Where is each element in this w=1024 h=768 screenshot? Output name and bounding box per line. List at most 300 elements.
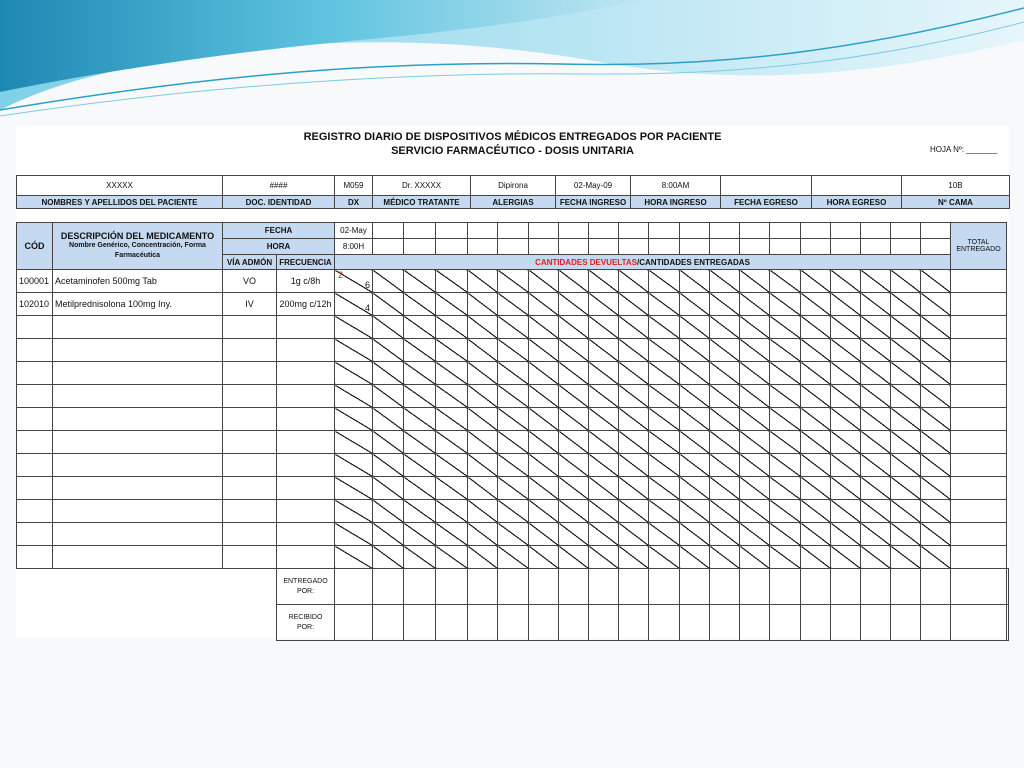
hora-cell[interactable] (498, 239, 529, 255)
total-cell[interactable] (951, 454, 1007, 477)
entregado-por-total-cell[interactable] (1007, 569, 1009, 605)
hora-value[interactable]: 8:00H (335, 239, 373, 255)
entregado-por-cell[interactable] (468, 569, 498, 605)
dose-cell[interactable] (529, 339, 559, 362)
dose-cell[interactable] (335, 431, 373, 454)
dose-cell[interactable] (680, 454, 710, 477)
dose-cell[interactable] (559, 408, 589, 431)
dose-cell[interactable] (619, 270, 649, 293)
med-desc[interactable] (53, 500, 223, 523)
fecha-cell[interactable] (891, 223, 921, 239)
dose-cell[interactable] (373, 408, 404, 431)
dose-cell[interactable] (468, 385, 498, 408)
dose-cell[interactable] (373, 293, 404, 316)
dose-cell[interactable] (404, 408, 436, 431)
dose-cell[interactable] (770, 339, 801, 362)
dose-cell[interactable] (559, 316, 589, 339)
fecha-cell[interactable] (921, 223, 951, 239)
fecha-cell[interactable] (680, 223, 710, 239)
dose-cell[interactable] (436, 546, 468, 569)
recibido-por-cell[interactable] (861, 605, 891, 641)
dose-cell[interactable] (468, 500, 498, 523)
med-via[interactable]: VO (223, 270, 277, 293)
med-frecuencia[interactable] (277, 316, 335, 339)
dose-cell[interactable] (529, 431, 559, 454)
dose-cell[interactable] (831, 431, 861, 454)
entregado-por-cell[interactable] (373, 569, 404, 605)
dose-cell[interactable] (436, 500, 468, 523)
dose-cell[interactable] (619, 500, 649, 523)
dose-cell[interactable] (498, 385, 529, 408)
dose-cell[interactable] (404, 500, 436, 523)
dose-cell[interactable] (529, 546, 559, 569)
dose-cell[interactable] (404, 546, 436, 569)
dose-cell[interactable] (335, 500, 373, 523)
dose-cell[interactable] (436, 385, 468, 408)
dose-cell[interactable] (740, 339, 770, 362)
dose-cell[interactable] (649, 500, 680, 523)
dose-cell[interactable] (680, 477, 710, 500)
recibido-por-cell[interactable] (335, 605, 373, 641)
dose-cell[interactable] (529, 385, 559, 408)
dose-cell[interactable] (649, 546, 680, 569)
dose-cell[interactable] (335, 454, 373, 477)
dose-cell[interactable] (770, 431, 801, 454)
dose-cell[interactable] (529, 316, 559, 339)
dose-cell[interactable] (891, 523, 921, 546)
hora-cell[interactable] (373, 239, 404, 255)
dose-cell[interactable] (404, 293, 436, 316)
dose-cell[interactable] (373, 500, 404, 523)
fecha-cell[interactable] (404, 223, 436, 239)
dose-cell[interactable] (559, 546, 589, 569)
dose-cell[interactable] (921, 316, 951, 339)
fecha-cell[interactable] (801, 223, 831, 239)
dose-cell[interactable] (619, 316, 649, 339)
dose-cell[interactable] (404, 270, 436, 293)
entregado-por-cell[interactable] (801, 569, 831, 605)
dose-cell[interactable] (710, 385, 740, 408)
patient-fecha-egreso-value[interactable] (721, 176, 812, 196)
dose-cell[interactable] (529, 270, 559, 293)
med-frecuencia[interactable]: 1g c/8h (277, 270, 335, 293)
recibido-por-cell[interactable] (373, 605, 404, 641)
dose-cell[interactable] (589, 293, 619, 316)
med-via[interactable] (223, 523, 277, 546)
med-desc[interactable] (53, 339, 223, 362)
dose-cell[interactable] (801, 477, 831, 500)
med-desc[interactable] (53, 454, 223, 477)
med-desc[interactable]: Metilprednisolona 100mg Iny. (53, 293, 223, 316)
dose-cell[interactable] (498, 408, 529, 431)
dose-cell[interactable] (619, 362, 649, 385)
dose-cell[interactable] (710, 408, 740, 431)
dose-cell[interactable] (468, 270, 498, 293)
med-via[interactable] (223, 362, 277, 385)
fecha-cell[interactable] (831, 223, 861, 239)
dose-cell[interactable] (436, 454, 468, 477)
entregado-por-cell[interactable] (770, 569, 801, 605)
dose-cell[interactable] (468, 339, 498, 362)
dose-cell[interactable] (831, 385, 861, 408)
med-desc[interactable] (53, 477, 223, 500)
fecha-cell[interactable] (710, 223, 740, 239)
dose-cell[interactable] (861, 316, 891, 339)
dose-cell[interactable] (468, 523, 498, 546)
hora-cell[interactable] (589, 239, 619, 255)
hora-cell[interactable] (559, 239, 589, 255)
dose-cell[interactable] (680, 523, 710, 546)
dose-cell[interactable] (468, 408, 498, 431)
dose-cell[interactable] (589, 270, 619, 293)
dose-cell[interactable] (529, 477, 559, 500)
dose-cell[interactable] (649, 523, 680, 546)
hora-cell[interactable] (921, 239, 951, 255)
dose-cell[interactable] (680, 408, 710, 431)
dose-cell[interactable] (335, 523, 373, 546)
med-via[interactable] (223, 431, 277, 454)
recibido-por-total-cell[interactable] (1007, 605, 1009, 641)
fecha-cell[interactable] (498, 223, 529, 239)
med-cod[interactable] (17, 431, 53, 454)
dose-cell[interactable] (861, 293, 891, 316)
hora-cell[interactable] (710, 239, 740, 255)
med-desc[interactable] (53, 408, 223, 431)
med-cod[interactable] (17, 316, 53, 339)
patient-cama-value[interactable]: 10B (902, 176, 1010, 196)
dose-cell[interactable] (891, 454, 921, 477)
dose-cell[interactable] (498, 477, 529, 500)
entregado-por-cell[interactable] (589, 569, 619, 605)
dose-cell[interactable] (335, 339, 373, 362)
dose-cell[interactable] (529, 293, 559, 316)
patient-hora-egreso-value[interactable] (812, 176, 902, 196)
dose-cell[interactable] (649, 408, 680, 431)
dose-cell[interactable] (619, 385, 649, 408)
fecha-cell[interactable] (649, 223, 680, 239)
dose-cell[interactable] (373, 477, 404, 500)
dose-cell[interactable] (436, 339, 468, 362)
dose-cell[interactable] (891, 408, 921, 431)
dose-cell[interactable] (649, 454, 680, 477)
dose-cell[interactable] (589, 316, 619, 339)
dose-cell[interactable] (831, 293, 861, 316)
dose-cell[interactable] (436, 408, 468, 431)
dose-cell[interactable] (649, 385, 680, 408)
med-via[interactable] (223, 339, 277, 362)
dose-cell[interactable] (921, 523, 951, 546)
recibido-por-cell[interactable] (529, 605, 559, 641)
dose-cell[interactable] (559, 477, 589, 500)
dose-cell[interactable] (861, 500, 891, 523)
dose-cell[interactable] (801, 454, 831, 477)
dose-cell[interactable] (831, 270, 861, 293)
dose-cell[interactable] (740, 293, 770, 316)
dose-cell[interactable] (861, 546, 891, 569)
dose-cell[interactable] (831, 339, 861, 362)
dose-cell[interactable] (740, 546, 770, 569)
dose-cell[interactable] (891, 431, 921, 454)
dose-cell[interactable] (498, 339, 529, 362)
dose-cell[interactable] (404, 339, 436, 362)
dose-cell[interactable] (335, 385, 373, 408)
dose-cell[interactable] (710, 500, 740, 523)
recibido-por-cell[interactable] (468, 605, 498, 641)
dose-cell[interactable] (740, 431, 770, 454)
dose-cell[interactable] (831, 477, 861, 500)
med-cod[interactable] (17, 454, 53, 477)
dose-cell[interactable] (801, 500, 831, 523)
dose-cell[interactable] (619, 477, 649, 500)
dose-cell[interactable] (770, 362, 801, 385)
total-cell[interactable] (951, 293, 1007, 316)
dose-cell[interactable] (373, 523, 404, 546)
dose-cell[interactable] (649, 339, 680, 362)
dose-cell[interactable] (831, 408, 861, 431)
entregado-por-cell[interactable] (861, 569, 891, 605)
entregado-por-cell[interactable] (498, 569, 529, 605)
dose-cell[interactable] (921, 293, 951, 316)
dose-cell[interactable] (770, 454, 801, 477)
entregado-por-cell[interactable] (335, 569, 373, 605)
patient-alergias-value[interactable]: Dipirona (471, 176, 556, 196)
dose-cell[interactable] (710, 523, 740, 546)
dose-cell[interactable] (740, 385, 770, 408)
dose-cell[interactable] (468, 431, 498, 454)
dose-cell[interactable] (436, 362, 468, 385)
dose-cell[interactable] (373, 362, 404, 385)
dose-cell[interactable] (619, 523, 649, 546)
dose-cell[interactable] (680, 316, 710, 339)
recibido-por-cell[interactable] (649, 605, 680, 641)
dose-cell[interactable] (619, 339, 649, 362)
total-cell[interactable] (951, 316, 1007, 339)
dose-cell[interactable] (710, 454, 740, 477)
dose-cell[interactable] (589, 454, 619, 477)
dose-cell[interactable] (861, 454, 891, 477)
dose-cell[interactable] (559, 523, 589, 546)
dose-cell[interactable] (373, 385, 404, 408)
dose-cell[interactable] (373, 316, 404, 339)
hora-cell[interactable] (891, 239, 921, 255)
dose-cell[interactable] (559, 293, 589, 316)
dose-cell[interactable] (921, 339, 951, 362)
dose-cell[interactable] (436, 316, 468, 339)
dose-cell[interactable] (801, 293, 831, 316)
dose-cell[interactable] (891, 270, 921, 293)
dose-cell[interactable] (680, 293, 710, 316)
dose-cell[interactable] (831, 454, 861, 477)
dose-cell[interactable] (498, 454, 529, 477)
dose-cell[interactable] (740, 362, 770, 385)
dose-cell[interactable] (335, 546, 373, 569)
hora-cell[interactable] (468, 239, 498, 255)
dose-cell[interactable] (529, 500, 559, 523)
dose-cell[interactable] (498, 500, 529, 523)
dose-cell[interactable] (710, 316, 740, 339)
dose-cell[interactable] (770, 500, 801, 523)
dose-cell[interactable] (831, 362, 861, 385)
recibido-por-cell[interactable] (770, 605, 801, 641)
dose-cell[interactable] (770, 316, 801, 339)
dose-cell[interactable] (740, 500, 770, 523)
med-via[interactable] (223, 477, 277, 500)
med-via[interactable] (223, 385, 277, 408)
hora-cell[interactable] (436, 239, 468, 255)
dose-cell[interactable] (589, 500, 619, 523)
dose-cell[interactable] (436, 293, 468, 316)
dose-cell[interactable] (891, 316, 921, 339)
dose-cell[interactable] (891, 339, 921, 362)
entregado-por-cell[interactable] (921, 569, 951, 605)
dose-cell[interactable] (861, 408, 891, 431)
fecha-cell[interactable] (861, 223, 891, 239)
dose-cell[interactable] (559, 339, 589, 362)
dose-cell[interactable] (921, 500, 951, 523)
dose-cell[interactable] (770, 523, 801, 546)
entregado-por-cell[interactable] (891, 569, 921, 605)
recibido-por-cell[interactable] (559, 605, 589, 641)
dose-cell[interactable] (468, 454, 498, 477)
dose-cell[interactable] (335, 362, 373, 385)
total-cell[interactable] (951, 546, 1007, 569)
dose-cell[interactable] (710, 546, 740, 569)
dose-cell[interactable] (498, 293, 529, 316)
dose-cell[interactable] (619, 431, 649, 454)
med-cod[interactable] (17, 523, 53, 546)
dose-cell[interactable] (404, 454, 436, 477)
dose-cell[interactable] (436, 477, 468, 500)
dose-cell[interactable] (801, 546, 831, 569)
total-cell[interactable] (951, 385, 1007, 408)
med-cod[interactable] (17, 500, 53, 523)
dose-cell[interactable] (373, 270, 404, 293)
patient-medico-value[interactable]: Dr. XXXXX (373, 176, 471, 196)
dose-cell[interactable] (680, 546, 710, 569)
dose-cell[interactable] (498, 316, 529, 339)
dose-cell[interactable] (861, 339, 891, 362)
dose-cell[interactable] (831, 523, 861, 546)
fecha-cell[interactable] (373, 223, 404, 239)
dose-cell[interactable] (740, 477, 770, 500)
dose-cell[interactable] (891, 362, 921, 385)
dose-cell[interactable] (498, 546, 529, 569)
dose-cell[interactable] (373, 454, 404, 477)
med-via[interactable] (223, 546, 277, 569)
dose-cell[interactable] (436, 523, 468, 546)
dose-cell[interactable] (680, 431, 710, 454)
recibido-por-cell[interactable] (436, 605, 468, 641)
med-frecuencia[interactable] (277, 362, 335, 385)
recibido-por-cell[interactable] (801, 605, 831, 641)
hora-cell[interactable] (649, 239, 680, 255)
dose-cell[interactable] (529, 362, 559, 385)
med-cod[interactable] (17, 385, 53, 408)
fecha-cell[interactable] (436, 223, 468, 239)
fecha-cell[interactable] (589, 223, 619, 239)
dose-cell[interactable] (649, 362, 680, 385)
recibido-por-cell[interactable] (710, 605, 740, 641)
dose-cell[interactable] (710, 362, 740, 385)
med-frecuencia[interactable] (277, 431, 335, 454)
dose-cell[interactable] (740, 408, 770, 431)
dose-cell[interactable] (619, 454, 649, 477)
dose-cell[interactable] (559, 454, 589, 477)
total-cell[interactable] (951, 500, 1007, 523)
dose-cell[interactable] (529, 454, 559, 477)
fecha-value[interactable]: 02-May (335, 223, 373, 239)
patient-doc-value[interactable]: #### (223, 176, 335, 196)
med-via[interactable] (223, 408, 277, 431)
recibido-por-cell[interactable] (831, 605, 861, 641)
dose-cell[interactable] (770, 477, 801, 500)
recibido-por-cell[interactable] (740, 605, 770, 641)
dose-cell[interactable] (404, 385, 436, 408)
dose-cell[interactable] (710, 293, 740, 316)
dose-cell[interactable] (801, 431, 831, 454)
med-frecuencia[interactable] (277, 339, 335, 362)
patient-hora-ingreso-value[interactable]: 8:00AM (631, 176, 721, 196)
total-cell[interactable] (951, 339, 1007, 362)
dose-cell[interactable] (559, 362, 589, 385)
dose-cell[interactable] (559, 431, 589, 454)
dose-cell[interactable] (861, 385, 891, 408)
dose-cell[interactable] (710, 477, 740, 500)
med-desc[interactable]: Acetaminofen 500mg Tab (53, 270, 223, 293)
dose-cell[interactable] (404, 431, 436, 454)
dose-cell[interactable] (436, 431, 468, 454)
dose-cell[interactable] (649, 293, 680, 316)
med-frecuencia[interactable] (277, 523, 335, 546)
dose-cell[interactable] (373, 431, 404, 454)
dose-cell[interactable] (373, 546, 404, 569)
dose-cell[interactable] (468, 546, 498, 569)
dose-cell[interactable] (335, 270, 373, 293)
total-cell[interactable] (951, 270, 1007, 293)
dose-cell[interactable] (680, 500, 710, 523)
entregado-por-cell[interactable] (404, 569, 436, 605)
fecha-cell[interactable] (529, 223, 559, 239)
fecha-cell[interactable] (468, 223, 498, 239)
dose-cell[interactable] (921, 454, 951, 477)
dose-cell[interactable] (831, 546, 861, 569)
med-cod[interactable] (17, 362, 53, 385)
dose-cell[interactable] (891, 477, 921, 500)
fecha-cell[interactable] (559, 223, 589, 239)
fecha-cell[interactable] (770, 223, 801, 239)
dose-cell[interactable] (921, 477, 951, 500)
dose-cell[interactable] (559, 500, 589, 523)
entregado-por-cell[interactable] (710, 569, 740, 605)
dose-cell[interactable] (801, 362, 831, 385)
hora-cell[interactable] (740, 239, 770, 255)
dose-cell[interactable] (891, 500, 921, 523)
entregado-por-cell[interactable] (740, 569, 770, 605)
dose-cell[interactable] (680, 362, 710, 385)
dose-cell[interactable] (891, 293, 921, 316)
hora-cell[interactable] (680, 239, 710, 255)
dose-cell[interactable] (921, 270, 951, 293)
dose-cell[interactable] (861, 477, 891, 500)
dose-cell[interactable] (891, 385, 921, 408)
recibido-por-cell[interactable] (951, 605, 1007, 641)
dose-cell[interactable] (498, 362, 529, 385)
dose-cell[interactable] (619, 408, 649, 431)
entregado-por-cell[interactable] (559, 569, 589, 605)
med-frecuencia[interactable] (277, 408, 335, 431)
recibido-por-cell[interactable] (404, 605, 436, 641)
dose-cell[interactable] (801, 408, 831, 431)
